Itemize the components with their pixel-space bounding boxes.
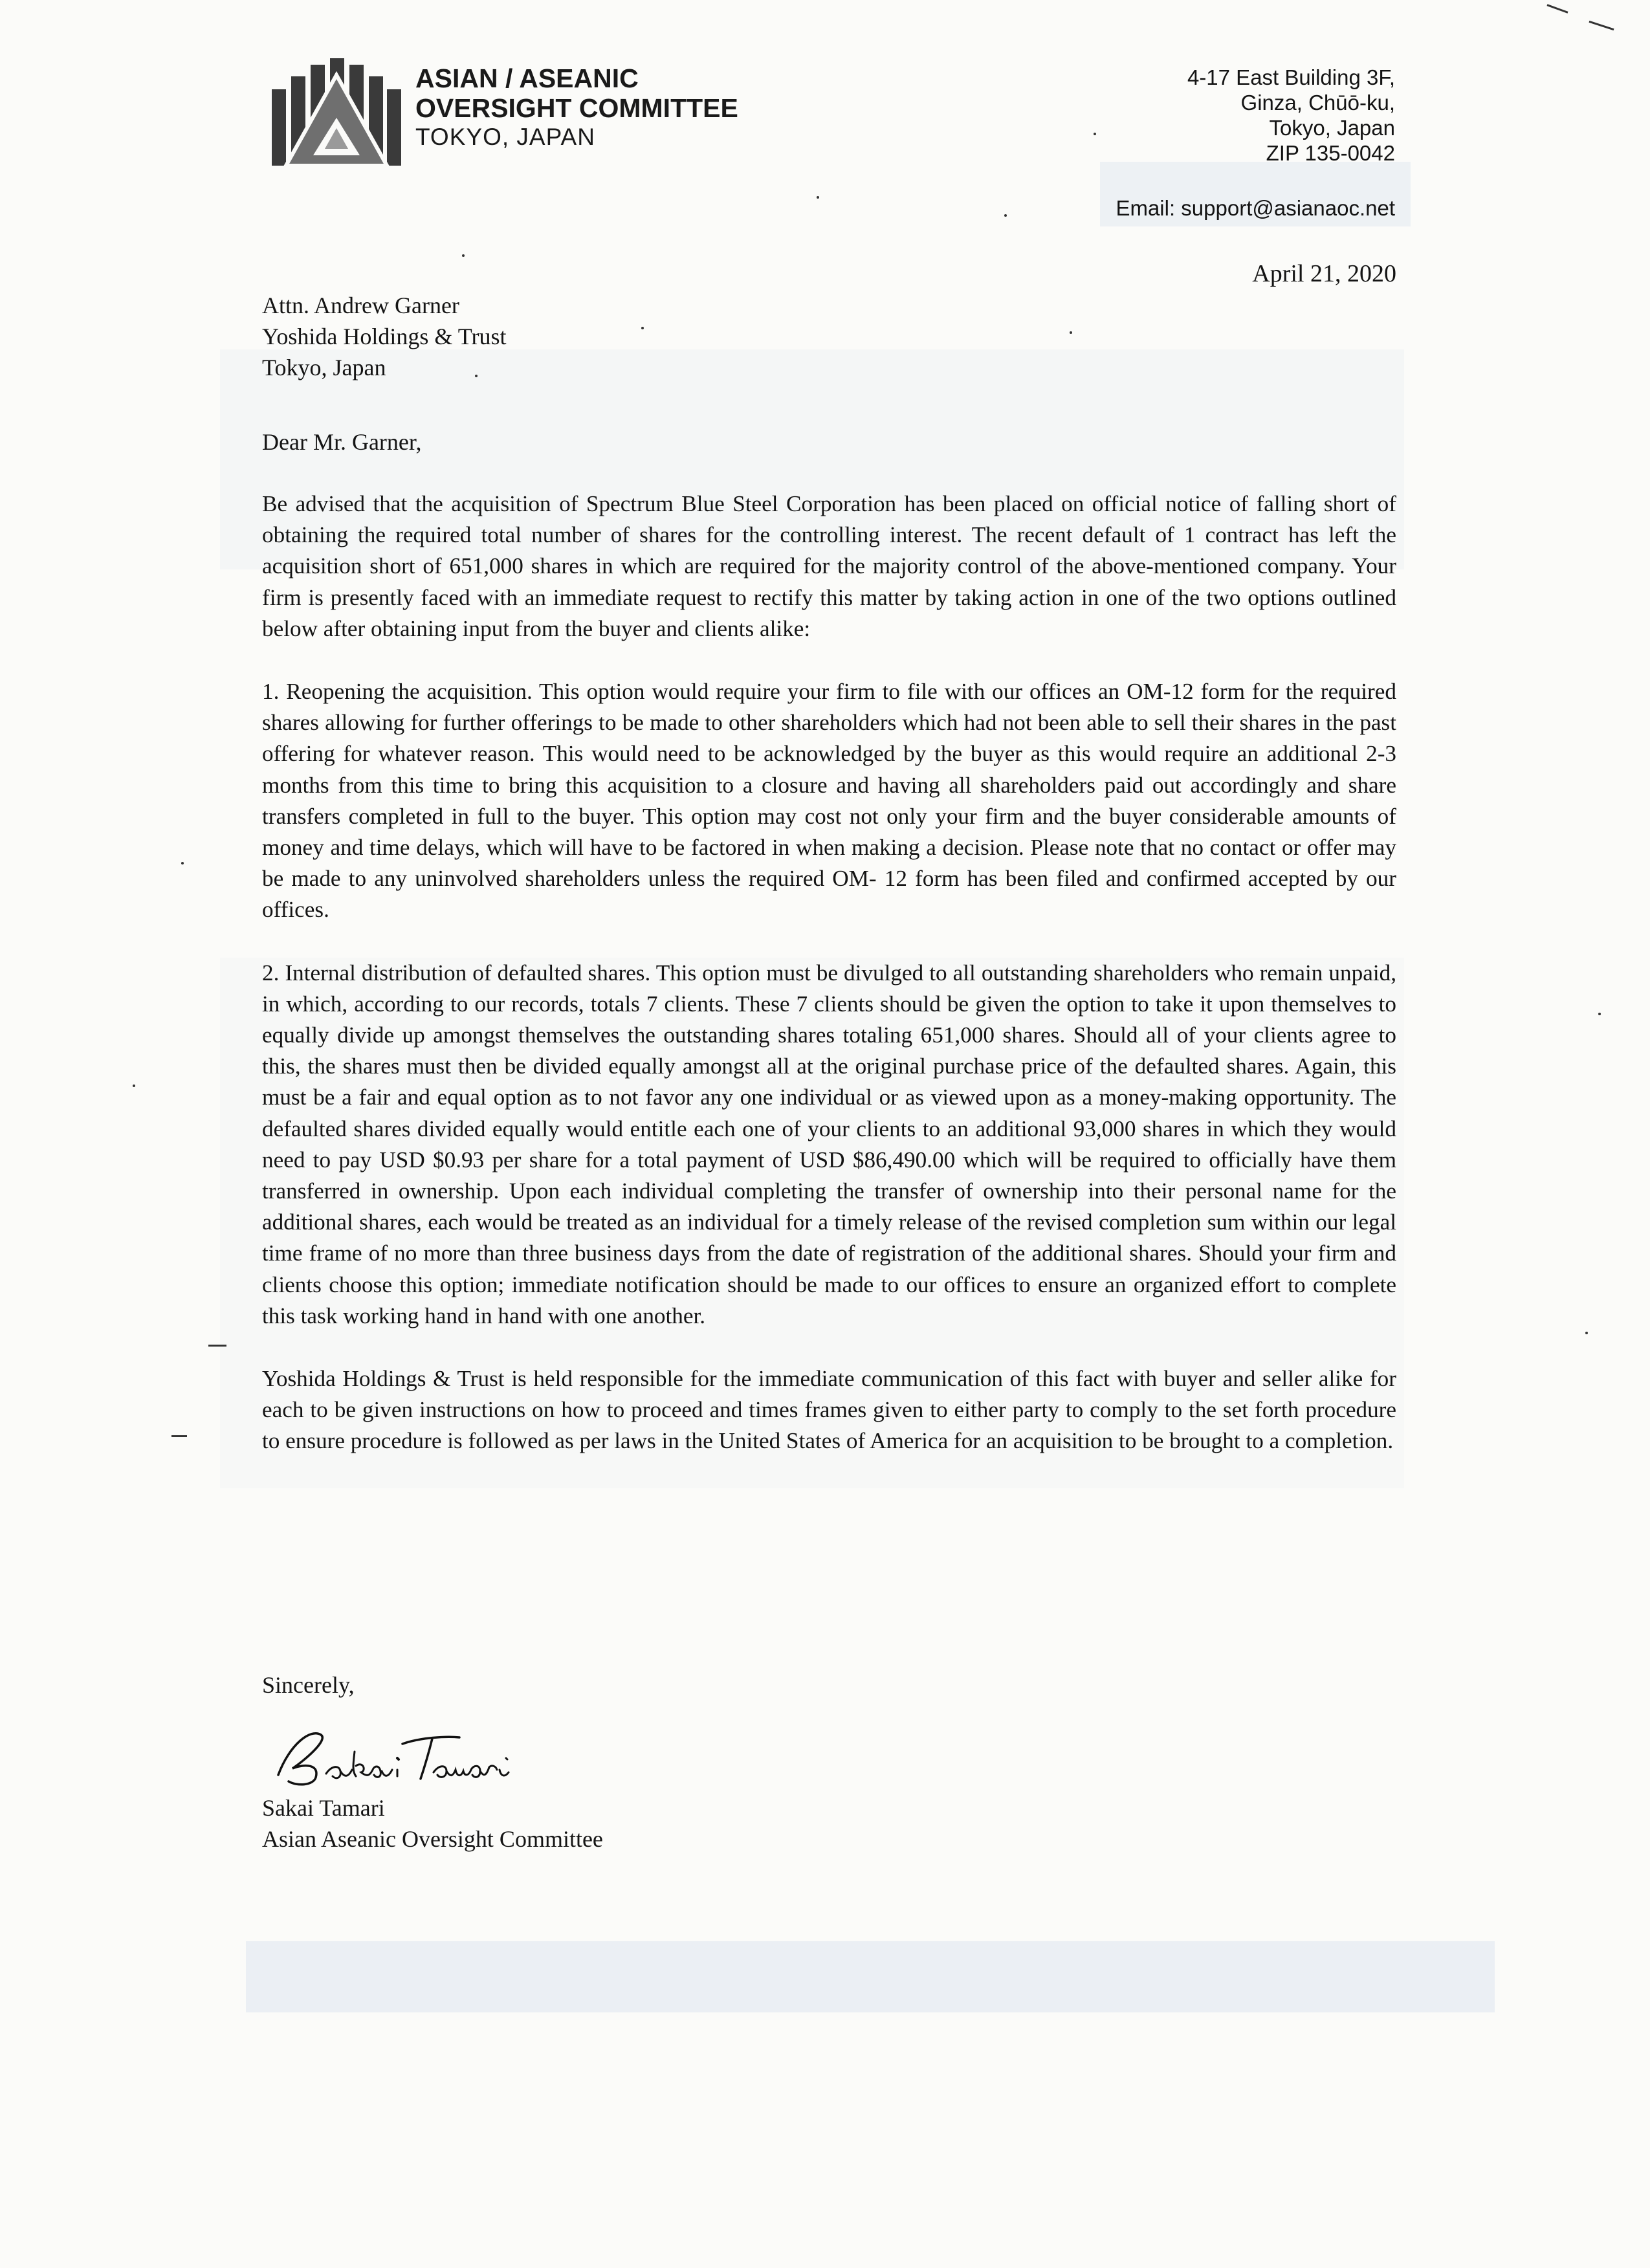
address-zip: ZIP 135-0042 [1266, 141, 1395, 165]
recipient-company: Yoshida Holdings & Trust [262, 324, 507, 349]
option-2-paragraph: 2. Internal distribution of defaulted shares. This option must be divulged to all outstanding shareholders who remain unpaid, in which, according to our records, totals 7 clients. These 7 clients should be given the option to take it upon themselves to equally divide up amongst themselves the outstanding shares totaling 651,000 shares. Should all of your clients agree to this, the shares must then be divided equally amongst all at the original purchase price of the defaulted shares. Again, this must be a fair and equal option as to not favor any one individual or as viewed upon as a money-making opportunity. The defaulted shares divided equally would entitle each one of your clients to an additional 93,000 shares in which they would need to pay USD $0.93 per share for a total payment of USD $86,490.00 which will be required to officially have them transferred in ownership. Upon each individual completing the transfer of ownership into their personal name for the additional shares, each would be treated as an individual for a timely release of the revised completion sum within our legal time frame of no more than three business days from the date of registration of the additional shares. Should your firm and clients choose this option; immediate notification should be made to our offices to ensure an organized effort to complete this task working hand in hand with one another. [262, 960, 1396, 1328]
triangle-logo-icon [272, 58, 401, 168]
signer-block [262, 1792, 603, 1855]
scan-speck [817, 196, 819, 199]
scan-mark [171, 1435, 187, 1437]
scan-speck [641, 327, 644, 329]
scan-speck [133, 1084, 135, 1087]
sender-email: Email: support@asianaoc.net [1116, 196, 1395, 220]
option-1-paragraph: 1. Reopening the acquisition. This option would require your firm to file with our offices an OM-12 form for the required shares allowing for further offerings to be made to other shareholders which had not been able to sell their shares in the past offering for whatever reason. This would need to be acknowledged by the buyer as this would require an additional 2-3 months from this time to bring this acquisition to a closure and having all shareholders paid out accordingly and share transfers completed in full to the buyer. This option may cost not only your firm and the buyer considerable amounts of money and time delays, which will have to be factored in when making a decision. Please note that no contact or offer may be made to any uninvolved shareholders unless the required OM- 12 form has been filed and confirmed accepted by our offices. [262, 679, 1396, 923]
scan-mark [1547, 4, 1568, 13]
letter-body [262, 489, 1396, 1457]
scan-speck [1585, 1332, 1588, 1334]
address-line2: Ginza, Chūō-ku, [1240, 91, 1395, 115]
letterhead [272, 58, 854, 168]
signer-name: Sakai Tamari [262, 1795, 385, 1821]
scan-speck [1070, 331, 1072, 334]
salutation: Dear Mr. Garner, [262, 429, 422, 455]
handwritten-signature [259, 1718, 531, 1792]
recipient-attn: Attn. Andrew Garner [262, 292, 459, 318]
org-name-line2: OVERSIGHT COMMITTEE [415, 93, 738, 123]
body-paragraph: Be advised that the acquisition of Spectrum Blue Steel Corporation has been placed on official notice of falling short of obtaining the required total number of shares for the controlling interest. The recent default of 1 contract has left the acquisition short of 651,000 shares in which are required for the majority control of the above-mentioned company. Your firm is presently faced with an immediate request to rectify this matter by taking action in one of the two options outlined below after obtaining input from the buyer and clients alike: [262, 491, 1396, 641]
scan-mark [208, 1345, 226, 1347]
address-line1: 4-17 East Building 3F, [1187, 65, 1395, 89]
closing: Sincerely, [262, 1672, 355, 1698]
scan-speck [462, 254, 465, 257]
scan-speck [1598, 1013, 1601, 1015]
scan-mark [1589, 21, 1614, 30]
sender-address [971, 65, 1395, 166]
address-line3: Tokyo, Japan [1269, 116, 1395, 140]
recipient-block [262, 290, 506, 383]
org-city: TOKYO, JAPAN [415, 124, 595, 150]
organization-name-block [415, 63, 738, 151]
org-name-line1: ASIAN / ASEANIC [415, 63, 639, 93]
responsibility-paragraph: Yoshida Holdings & Trust is held responsible for the immediate communication of this fact with buyer and seller alike for each to be given instructions on how to proceed and times frames given to either party to comply to the set forth procedure to ensure procedure is followed as per laws in the United States of America for an acquisition to be brought to a completion. [262, 1366, 1396, 1454]
recipient-city: Tokyo, Japan [262, 355, 386, 380]
letter-date: April 21, 2020 [1252, 260, 1396, 287]
show-through-footer-band [246, 1941, 1495, 2012]
signer-organization: Asian Aseanic Oversight Committee [262, 1826, 603, 1852]
scan-speck [181, 862, 184, 864]
